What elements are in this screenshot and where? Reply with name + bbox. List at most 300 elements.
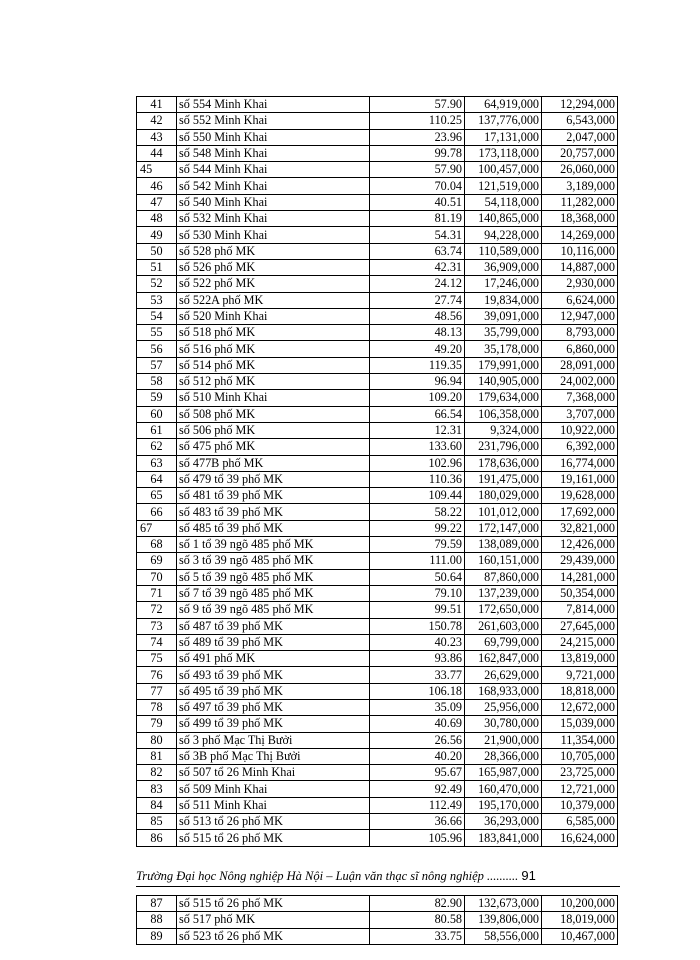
- area-cell: 99.51: [370, 602, 465, 618]
- row-number-cell: 42: [137, 113, 177, 129]
- area-cell: 80.58: [370, 912, 465, 928]
- table-row: [137, 602, 618, 618]
- area-cell: 48.13: [370, 325, 465, 341]
- address-cell: số 523 tổ 26 phố MK: [177, 928, 370, 944]
- address-cell: số 497 tổ 39 phố MK: [177, 699, 370, 715]
- table-row: [137, 618, 618, 634]
- amount-cell: 27,645,000: [542, 618, 618, 634]
- table-row: [137, 162, 618, 178]
- amount-cell: 8,793,000: [542, 325, 618, 341]
- table-row: [137, 113, 618, 129]
- amount-cell: 14,269,000: [542, 227, 618, 243]
- amount-cell: 10,467,000: [542, 928, 618, 944]
- address-cell: số 554 Minh Khai: [177, 97, 370, 113]
- row-number-cell: 67: [137, 520, 177, 536]
- area-cell: 35.09: [370, 699, 465, 715]
- area-cell: 33.75: [370, 928, 465, 944]
- address-cell: số 530 Minh Khai: [177, 227, 370, 243]
- address-cell: số 522A phố MK: [177, 292, 370, 308]
- row-number-cell: 50: [137, 243, 177, 259]
- area-cell: 112.49: [370, 797, 465, 813]
- address-cell: số 508 phố MK: [177, 406, 370, 422]
- table-row: [137, 194, 618, 210]
- address-cell: số 540 Minh Khai: [177, 194, 370, 210]
- row-number-cell: 44: [137, 145, 177, 161]
- table-row: [137, 422, 618, 438]
- area-cell: 102.96: [370, 455, 465, 471]
- area-cell: 119.35: [370, 357, 465, 373]
- table-row: [137, 211, 618, 227]
- address-cell: số 510 Minh Khai: [177, 390, 370, 406]
- address-cell: số 515 tổ 26 phố MK: [177, 830, 370, 846]
- amount-cell: 6,543,000: [542, 113, 618, 129]
- table-row: [137, 455, 618, 471]
- area-cell: 57.90: [370, 162, 465, 178]
- area-cell: 105.96: [370, 830, 465, 846]
- amount-cell: 12,947,000: [542, 308, 618, 324]
- value-cell: 26,629,000: [465, 667, 542, 683]
- value-cell: 172,650,000: [465, 602, 542, 618]
- amount-cell: 7,368,000: [542, 390, 618, 406]
- area-cell: 54.31: [370, 227, 465, 243]
- table-row: [137, 912, 618, 928]
- value-cell: 54,118,000: [465, 194, 542, 210]
- amount-cell: 29,439,000: [542, 553, 618, 569]
- row-number-cell: 47: [137, 194, 177, 210]
- area-cell: 70.04: [370, 178, 465, 194]
- address-cell: số 515 tổ 26 phố MK: [177, 896, 370, 912]
- value-cell: 178,636,000: [465, 455, 542, 471]
- area-cell: 57.90: [370, 97, 465, 113]
- table-row: [137, 504, 618, 520]
- row-number-cell: 56: [137, 341, 177, 357]
- area-cell: 63.74: [370, 243, 465, 259]
- address-cell: số 3B phố Mạc Thị Bưởi: [177, 748, 370, 764]
- address-cell: số 491 phố MK: [177, 651, 370, 667]
- address-cell: số 3 phố Mạc Thị Bưởi: [177, 732, 370, 748]
- amount-cell: 2,047,000: [542, 129, 618, 145]
- address-cell: số 499 tổ 39 phố MK: [177, 716, 370, 732]
- address-cell: số 495 tổ 39 phố MK: [177, 683, 370, 699]
- address-cell: số 550 Minh Khai: [177, 129, 370, 145]
- table-row: [137, 748, 618, 764]
- table-row: [137, 259, 618, 275]
- address-cell: số 552 Minh Khai: [177, 113, 370, 129]
- address-cell: số 517 phố MK: [177, 912, 370, 928]
- value-cell: 17,131,000: [465, 129, 542, 145]
- row-number-cell: 58: [137, 374, 177, 390]
- row-number-cell: 53: [137, 292, 177, 308]
- page-footer: [136, 868, 620, 884]
- row-number-cell: 48: [137, 211, 177, 227]
- value-cell: 180,029,000: [465, 488, 542, 504]
- address-cell: số 511 Minh Khai: [177, 797, 370, 813]
- table-row: [137, 716, 618, 732]
- area-cell: 23.96: [370, 129, 465, 145]
- value-cell: 140,865,000: [465, 211, 542, 227]
- area-cell: 106.18: [370, 683, 465, 699]
- row-number-cell: 61: [137, 422, 177, 438]
- table-row: [137, 667, 618, 683]
- value-cell: 64,919,000: [465, 97, 542, 113]
- amount-cell: 32,821,000: [542, 520, 618, 536]
- row-number-cell: 72: [137, 602, 177, 618]
- area-cell: 26.56: [370, 732, 465, 748]
- area-cell: 40.51: [370, 194, 465, 210]
- amount-cell: 19,161,000: [542, 471, 618, 487]
- table-row: [137, 308, 618, 324]
- value-cell: 101,012,000: [465, 504, 542, 520]
- row-number-cell: 81: [137, 748, 177, 764]
- table-row: [137, 683, 618, 699]
- area-cell: 79.59: [370, 537, 465, 553]
- value-cell: 261,603,000: [465, 618, 542, 634]
- row-number-cell: 73: [137, 618, 177, 634]
- row-number-cell: 80: [137, 732, 177, 748]
- table-row: [137, 292, 618, 308]
- area-cell: 96.94: [370, 374, 465, 390]
- address-cell: số 3 tổ 39 ngõ 485 phố MK: [177, 553, 370, 569]
- value-cell: 139,806,000: [465, 912, 542, 928]
- amount-cell: 28,091,000: [542, 357, 618, 373]
- row-number-cell: 86: [137, 830, 177, 846]
- value-cell: 179,991,000: [465, 357, 542, 373]
- amount-cell: 20,757,000: [542, 145, 618, 161]
- row-number-cell: 89: [137, 928, 177, 944]
- table-row: [137, 276, 618, 292]
- amount-cell: 11,282,000: [542, 194, 618, 210]
- row-number-cell: 54: [137, 308, 177, 324]
- value-cell: 100,457,000: [465, 162, 542, 178]
- amount-cell: 19,628,000: [542, 488, 618, 504]
- amount-cell: 12,426,000: [542, 537, 618, 553]
- row-number-cell: 52: [137, 276, 177, 292]
- amount-cell: 17,692,000: [542, 504, 618, 520]
- table-row: [137, 145, 618, 161]
- table-row: [137, 520, 618, 536]
- table-row: [137, 732, 618, 748]
- amount-cell: 14,281,000: [542, 569, 618, 585]
- amount-cell: 10,116,000: [542, 243, 618, 259]
- data-table-continued: [136, 895, 618, 945]
- table-row: [137, 537, 618, 553]
- amount-cell: 3,189,000: [542, 178, 618, 194]
- address-cell: số 7 tổ 39 ngõ 485 phố MK: [177, 585, 370, 601]
- table-row: [137, 553, 618, 569]
- value-cell: 162,847,000: [465, 651, 542, 667]
- address-cell: số 513 tổ 26 phố MK: [177, 814, 370, 830]
- table-row: [137, 896, 618, 912]
- value-cell: 160,151,000: [465, 553, 542, 569]
- amount-cell: 2,930,000: [542, 276, 618, 292]
- area-cell: 111.00: [370, 553, 465, 569]
- address-cell: số 516 phố MK: [177, 341, 370, 357]
- row-number-cell: 65: [137, 488, 177, 504]
- address-cell: số 544 Minh Khai: [177, 162, 370, 178]
- row-number-cell: 74: [137, 634, 177, 650]
- table-row: [137, 797, 618, 813]
- address-cell: số 507 tổ 26 Minh Khai: [177, 765, 370, 781]
- address-cell: số 481 tổ 39 phố MK: [177, 488, 370, 504]
- row-number-cell: 45: [137, 162, 177, 178]
- area-cell: 66.54: [370, 406, 465, 422]
- area-cell: 79.10: [370, 585, 465, 601]
- row-number-cell: 46: [137, 178, 177, 194]
- area-cell: 93.86: [370, 651, 465, 667]
- row-number-cell: 78: [137, 699, 177, 715]
- area-cell: 150.78: [370, 618, 465, 634]
- value-cell: 195,170,000: [465, 797, 542, 813]
- address-cell: số 5 tổ 39 ngõ 485 phố MK: [177, 569, 370, 585]
- table-row: [137, 634, 618, 650]
- area-cell: 81.19: [370, 211, 465, 227]
- area-cell: 49.20: [370, 341, 465, 357]
- value-cell: 25,956,000: [465, 699, 542, 715]
- data-table-continued-body: [137, 896, 618, 945]
- area-cell: 133.60: [370, 439, 465, 455]
- table-row: [137, 129, 618, 145]
- address-cell: số 509 Minh Khai: [177, 781, 370, 797]
- table-row: [137, 390, 618, 406]
- area-cell: 48.56: [370, 308, 465, 324]
- area-cell: 58.22: [370, 504, 465, 520]
- table-row: [137, 374, 618, 390]
- amount-cell: 12,672,000: [542, 699, 618, 715]
- address-cell: số 483 tổ 39 phố MK: [177, 504, 370, 520]
- amount-cell: 12,294,000: [542, 97, 618, 113]
- data-table-main: [136, 96, 618, 847]
- value-cell: 106,358,000: [465, 406, 542, 422]
- table-row: [137, 651, 618, 667]
- row-number-cell: 83: [137, 781, 177, 797]
- table-row: [137, 488, 618, 504]
- amount-cell: 26,060,000: [542, 162, 618, 178]
- amount-cell: 16,774,000: [542, 455, 618, 471]
- row-number-cell: 57: [137, 357, 177, 373]
- table-row: [137, 585, 618, 601]
- table-row: [137, 814, 618, 830]
- area-cell: 109.20: [370, 390, 465, 406]
- value-cell: 35,178,000: [465, 341, 542, 357]
- amount-cell: 14,887,000: [542, 259, 618, 275]
- amount-cell: 18,368,000: [542, 211, 618, 227]
- amount-cell: 3,707,000: [542, 406, 618, 422]
- row-number-cell: 62: [137, 439, 177, 455]
- value-cell: 165,987,000: [465, 765, 542, 781]
- address-cell: số 518 phố MK: [177, 325, 370, 341]
- row-number-cell: 87: [137, 896, 177, 912]
- address-cell: số 485 tổ 39 phố MK: [177, 520, 370, 536]
- row-number-cell: 75: [137, 651, 177, 667]
- value-cell: 30,780,000: [465, 716, 542, 732]
- row-number-cell: 84: [137, 797, 177, 813]
- address-cell: số 475 phố MK: [177, 439, 370, 455]
- address-cell: số 489 tổ 39 phố MK: [177, 634, 370, 650]
- amount-cell: 7,814,000: [542, 602, 618, 618]
- value-cell: 19,834,000: [465, 292, 542, 308]
- value-cell: 87,860,000: [465, 569, 542, 585]
- address-cell: số 512 phố MK: [177, 374, 370, 390]
- amount-cell: 10,379,000: [542, 797, 618, 813]
- amount-cell: 16,624,000: [542, 830, 618, 846]
- data-table-main-body: [137, 97, 618, 847]
- value-cell: 39,091,000: [465, 308, 542, 324]
- row-number-cell: 68: [137, 537, 177, 553]
- row-number-cell: 51: [137, 259, 177, 275]
- area-cell: 92.49: [370, 781, 465, 797]
- amount-cell: 18,818,000: [542, 683, 618, 699]
- row-number-cell: 71: [137, 585, 177, 601]
- amount-cell: 24,215,000: [542, 634, 618, 650]
- address-cell: số 520 Minh Khai: [177, 308, 370, 324]
- value-cell: 9,324,000: [465, 422, 542, 438]
- amount-cell: 10,200,000: [542, 896, 618, 912]
- amount-cell: 6,392,000: [542, 439, 618, 455]
- value-cell: 172,147,000: [465, 520, 542, 536]
- table-row: [137, 765, 618, 781]
- amount-cell: 10,705,000: [542, 748, 618, 764]
- row-number-cell: 77: [137, 683, 177, 699]
- value-cell: 110,589,000: [465, 243, 542, 259]
- row-number-cell: 43: [137, 129, 177, 145]
- row-number-cell: 55: [137, 325, 177, 341]
- row-number-cell: 79: [137, 716, 177, 732]
- value-cell: 94,228,000: [465, 227, 542, 243]
- address-cell: số 526 phố MK: [177, 259, 370, 275]
- table-row: [137, 97, 618, 113]
- area-cell: 33.77: [370, 667, 465, 683]
- area-cell: 40.20: [370, 748, 465, 764]
- row-number-cell: 76: [137, 667, 177, 683]
- amount-cell: 6,860,000: [542, 341, 618, 357]
- value-cell: 21,900,000: [465, 732, 542, 748]
- amount-cell: 13,819,000: [542, 651, 618, 667]
- amount-cell: 15,039,000: [542, 716, 618, 732]
- row-number-cell: 70: [137, 569, 177, 585]
- value-cell: 173,118,000: [465, 145, 542, 161]
- address-cell: số 548 Minh Khai: [177, 145, 370, 161]
- table-row: [137, 781, 618, 797]
- value-cell: 121,519,000: [465, 178, 542, 194]
- table-row: [137, 325, 618, 341]
- table-row: [137, 406, 618, 422]
- area-cell: 12.31: [370, 422, 465, 438]
- value-cell: 160,470,000: [465, 781, 542, 797]
- address-cell: số 1 tổ 39 ngõ 485 phố MK: [177, 537, 370, 553]
- amount-cell: 24,002,000: [542, 374, 618, 390]
- amount-cell: 9,721,000: [542, 667, 618, 683]
- row-number-cell: 85: [137, 814, 177, 830]
- value-cell: 137,776,000: [465, 113, 542, 129]
- area-cell: 109.44: [370, 488, 465, 504]
- value-cell: 138,089,000: [465, 537, 542, 553]
- address-cell: số 493 tổ 39 phố MK: [177, 667, 370, 683]
- value-cell: 137,239,000: [465, 585, 542, 601]
- area-cell: 40.23: [370, 634, 465, 650]
- address-cell: số 487 tổ 39 phố MK: [177, 618, 370, 634]
- amount-cell: 6,624,000: [542, 292, 618, 308]
- row-number-cell: 88: [137, 912, 177, 928]
- table-row: [137, 341, 618, 357]
- table-row: [137, 178, 618, 194]
- value-cell: 17,246,000: [465, 276, 542, 292]
- row-number-cell: 41: [137, 97, 177, 113]
- table-row: [137, 243, 618, 259]
- amount-cell: 23,725,000: [542, 765, 618, 781]
- area-cell: 42.31: [370, 259, 465, 275]
- value-cell: 69,799,000: [465, 634, 542, 650]
- value-cell: 36,293,000: [465, 814, 542, 830]
- address-cell: số 506 phố MK: [177, 422, 370, 438]
- table-row: [137, 928, 618, 944]
- footer-divider: [136, 886, 620, 887]
- amount-cell: 10,922,000: [542, 422, 618, 438]
- address-cell: số 532 Minh Khai: [177, 211, 370, 227]
- amount-cell: 50,354,000: [542, 585, 618, 601]
- address-cell: số 479 tổ 39 phố MK: [177, 471, 370, 487]
- address-cell: số 542 Minh Khai: [177, 178, 370, 194]
- value-cell: 191,475,000: [465, 471, 542, 487]
- row-number-cell: 49: [137, 227, 177, 243]
- area-cell: 99.78: [370, 145, 465, 161]
- area-cell: 27.74: [370, 292, 465, 308]
- value-cell: 35,799,000: [465, 325, 542, 341]
- value-cell: 36,909,000: [465, 259, 542, 275]
- area-cell: 110.36: [370, 471, 465, 487]
- value-cell: 183,841,000: [465, 830, 542, 846]
- area-cell: 40.69: [370, 716, 465, 732]
- row-number-cell: 59: [137, 390, 177, 406]
- address-cell: số 477B phố MK: [177, 455, 370, 471]
- footer-text: Trường Đại học Nông nghiệp Hà Nội – Luận văn thạc sĩ nông nghiệp ..........: [136, 869, 519, 883]
- table-row: [137, 569, 618, 585]
- area-cell: 110.25: [370, 113, 465, 129]
- area-cell: 82.90: [370, 896, 465, 912]
- row-number-cell: 64: [137, 471, 177, 487]
- value-cell: 132,673,000: [465, 896, 542, 912]
- table-row: [137, 830, 618, 846]
- area-cell: 50.64: [370, 569, 465, 585]
- area-cell: 24.12: [370, 276, 465, 292]
- page-number: 91: [521, 868, 536, 883]
- row-number-cell: 66: [137, 504, 177, 520]
- row-number-cell: 82: [137, 765, 177, 781]
- table-row: [137, 227, 618, 243]
- amount-cell: 12,721,000: [542, 781, 618, 797]
- amount-cell: 11,354,000: [542, 732, 618, 748]
- row-number-cell: 69: [137, 553, 177, 569]
- table-row: [137, 699, 618, 715]
- table-row: [137, 471, 618, 487]
- area-cell: 36.66: [370, 814, 465, 830]
- area-cell: 95.67: [370, 765, 465, 781]
- address-cell: số 514 phố MK: [177, 357, 370, 373]
- amount-cell: 6,585,000: [542, 814, 618, 830]
- row-number-cell: 60: [137, 406, 177, 422]
- value-cell: 28,366,000: [465, 748, 542, 764]
- address-cell: số 9 tổ 39 ngõ 485 phố MK: [177, 602, 370, 618]
- amount-cell: 18,019,000: [542, 912, 618, 928]
- table-row: [137, 439, 618, 455]
- address-cell: số 522 phố MK: [177, 276, 370, 292]
- row-number-cell: 63: [137, 455, 177, 471]
- value-cell: 231,796,000: [465, 439, 542, 455]
- value-cell: 168,933,000: [465, 683, 542, 699]
- area-cell: 99.22: [370, 520, 465, 536]
- value-cell: 58,556,000: [465, 928, 542, 944]
- address-cell: số 528 phố MK: [177, 243, 370, 259]
- value-cell: 179,634,000: [465, 390, 542, 406]
